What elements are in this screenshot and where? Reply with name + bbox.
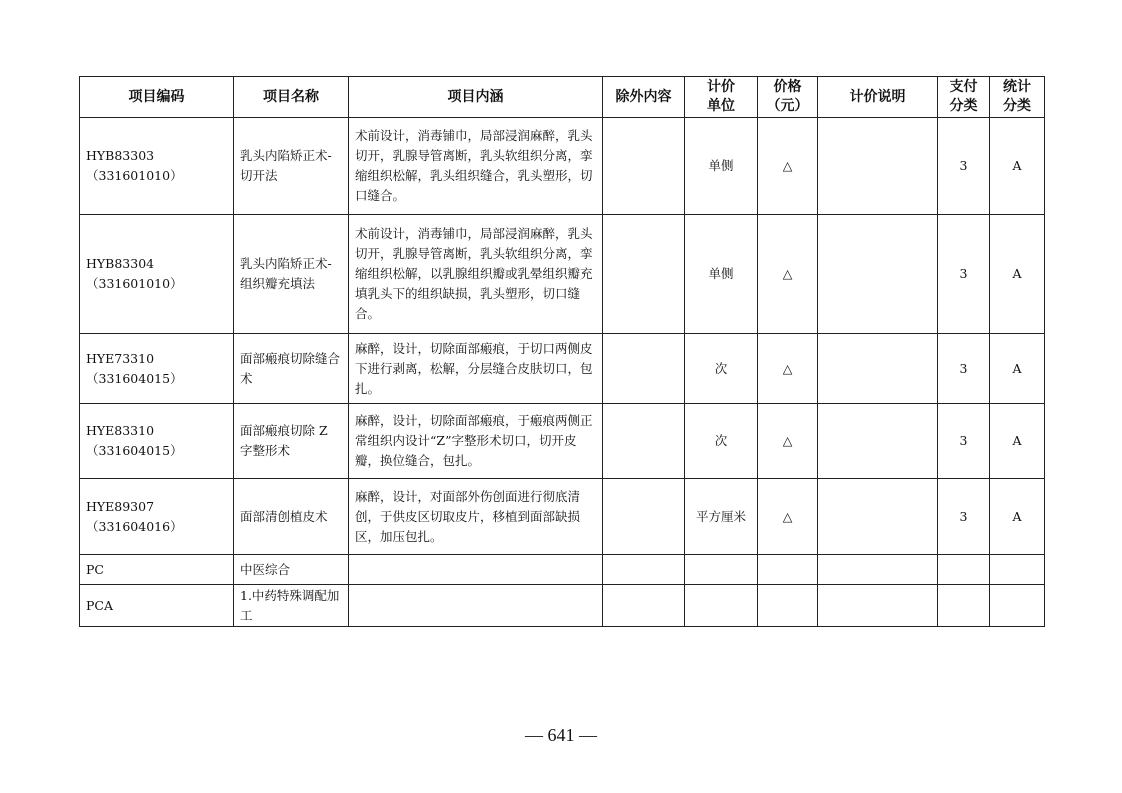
cell-price: △ [758, 215, 818, 334]
cell-unit [685, 555, 758, 585]
cell-content: 麻醉，设计，对面部外伤创面进行彻底清创，于供皮区切取皮片，移植到面部缺损区，加压包扎。 [349, 479, 603, 555]
cell-unit: 单侧 [685, 118, 758, 215]
cell-code: PCA [80, 585, 234, 627]
cell-exclusion [603, 215, 685, 334]
cell-stat: A [990, 215, 1045, 334]
table-row [80, 404, 1045, 479]
header-pay [938, 77, 990, 118]
header-price-line2: （元） [766, 98, 809, 114]
cell-stat [990, 555, 1045, 585]
cell-price: △ [758, 334, 818, 404]
cell-unit: 平方厘米 [685, 479, 758, 555]
cell-name: 面部瘢痕切除缝合术 [234, 334, 349, 404]
header-price-line1: 价格 [773, 79, 802, 95]
cell-note [818, 118, 938, 215]
cell-stat [990, 585, 1045, 627]
header-stat-line1: 统计 [1003, 79, 1031, 95]
cell-unit [685, 585, 758, 627]
cell-price: △ [758, 479, 818, 555]
cell-pay [938, 585, 990, 627]
cell-content: 麻醉，设计，切除面部瘢痕，于瘢痕两侧正常组织内设计“Z”字整形术切口，切开皮瓣，换位缝合，包扎。 [349, 404, 603, 479]
cell-content: 术前设计，消毒铺巾，局部浸润麻醉，乳头切开，乳腺导管离断，乳头软组织分离，挛缩组织松解，以乳腺组织瓣或乳晕组织瓣充填乳头下的组织缺损，乳头塑形，切口缝合。 [349, 215, 603, 334]
cell-code: HYB83304（331601010） [80, 215, 234, 334]
page-number: — 641 — [525, 725, 597, 745]
cell-content [349, 585, 603, 627]
cell-price [758, 555, 818, 585]
pricing-table [79, 76, 1045, 627]
cell-code: HYE83310（331604015） [80, 404, 234, 479]
cell-stat: A [990, 118, 1045, 215]
cell-price [758, 585, 818, 627]
cell-pay: 3 [938, 479, 990, 555]
header-note: 计价说明 [818, 77, 938, 118]
cell-price: △ [758, 118, 818, 215]
header-price [758, 77, 818, 118]
cell-pay: 3 [938, 334, 990, 404]
cell-pay [938, 555, 990, 585]
header-unit-line1: 计价 [707, 79, 735, 95]
cell-note [818, 334, 938, 404]
cell-content [349, 555, 603, 585]
header-pay-line2: 分类 [949, 98, 978, 114]
cell-exclusion [603, 334, 685, 404]
cell-code: HYB83303（331601010） [80, 118, 234, 215]
header-unit-line2: 单位 [707, 98, 735, 114]
cell-name: 1.中药特殊调配加工 [234, 585, 349, 627]
cell-pay: 3 [938, 215, 990, 334]
cell-note [818, 555, 938, 585]
cell-exclusion [603, 585, 685, 627]
table-row [80, 585, 1045, 627]
cell-pay: 3 [938, 404, 990, 479]
header-code: 项目编码 [80, 77, 234, 118]
cell-exclusion [603, 479, 685, 555]
cell-code: PC [80, 555, 234, 585]
cell-content: 麻醉，设计，切除面部瘢痕，于切口两侧皮下进行剥离，松解，分层缝合皮肤切口，包扎。 [349, 334, 603, 404]
header-content: 项目内涵 [349, 77, 603, 118]
cell-content: 术前设计，消毒铺巾，局部浸润麻醉，乳头切开，乳腺导管离断，乳头软组织分离，挛缩组织松解，乳头组织缝合，乳头塑形，切口缝合。 [349, 118, 603, 215]
header-stat-line2: 分类 [1003, 98, 1031, 114]
cell-name: 乳头内陷矫正术-切开法 [234, 118, 349, 215]
cell-unit: 次 [685, 404, 758, 479]
table-row [80, 118, 1045, 215]
cell-exclusion [603, 118, 685, 215]
cell-name: 面部清创植皮术 [234, 479, 349, 555]
table-row [80, 215, 1045, 334]
table-row [80, 334, 1045, 404]
cell-exclusion [603, 404, 685, 479]
table-header-row [80, 77, 1045, 118]
cell-pay: 3 [938, 118, 990, 215]
cell-name: 乳头内陷矫正术-组织瓣充填法 [234, 215, 349, 334]
cell-price: △ [758, 404, 818, 479]
header-unit [685, 77, 758, 118]
cell-note [818, 479, 938, 555]
table-row [80, 555, 1045, 585]
header-name: 项目名称 [234, 77, 349, 118]
cell-stat: A [990, 404, 1045, 479]
cell-note [818, 215, 938, 334]
header-exclusion: 除外内容 [603, 77, 685, 118]
cell-stat: A [990, 334, 1045, 404]
cell-code: HYE89307（331604016） [80, 479, 234, 555]
cell-unit: 次 [685, 334, 758, 404]
cell-note [818, 585, 938, 627]
cell-exclusion [603, 555, 685, 585]
table-row [80, 479, 1045, 555]
cell-unit: 单侧 [685, 215, 758, 334]
cell-stat: A [990, 479, 1045, 555]
header-stat [990, 77, 1045, 118]
cell-name: 面部瘢痕切除 Z 字整形术 [234, 404, 349, 479]
cell-note [818, 404, 938, 479]
header-pay-line1: 支付 [949, 79, 978, 95]
cell-name: 中医综合 [234, 555, 349, 585]
cell-code: HYE73310（331604015） [80, 334, 234, 404]
